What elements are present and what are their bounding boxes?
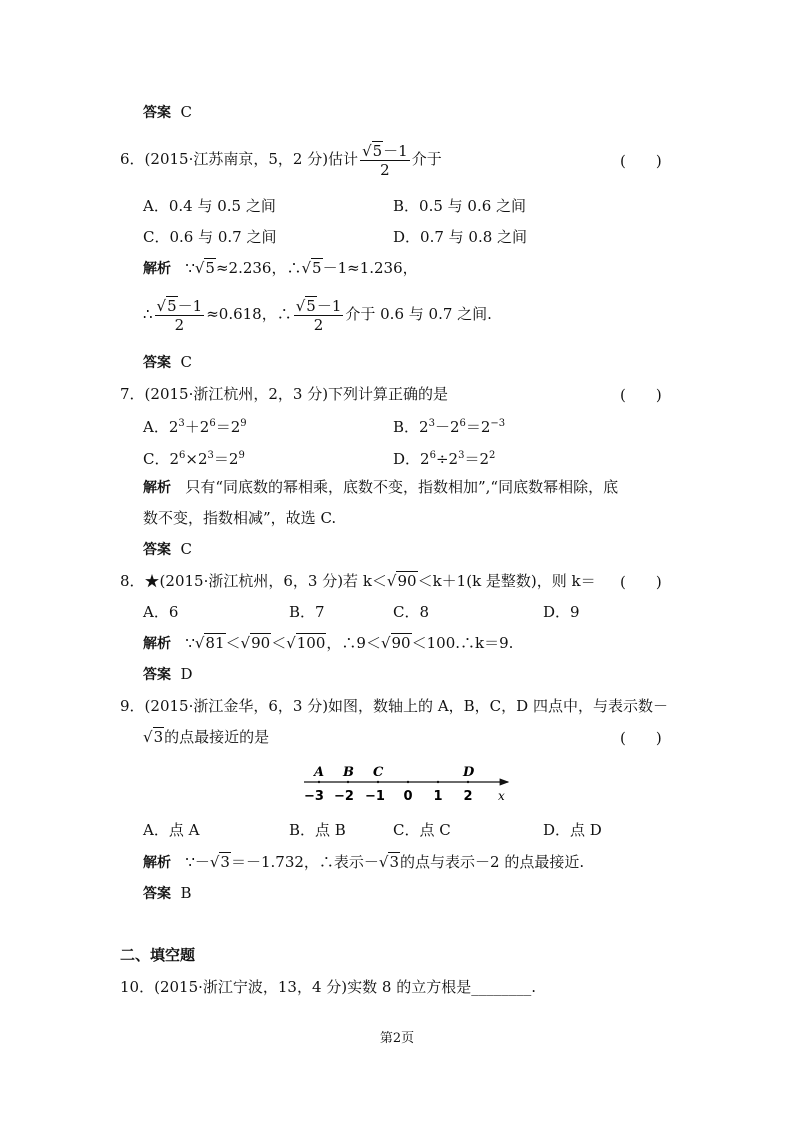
- tick-label: 0: [403, 789, 413, 804]
- tick-label: −1: [365, 789, 385, 804]
- q7-answer: 答案 C: [143, 540, 193, 558]
- q6-option-b: B．0.5 与 0.6 之间: [393, 197, 527, 215]
- point-a: A: [314, 765, 325, 780]
- page-footer: 第2页: [379, 1031, 415, 1046]
- q8-option-d: D．9: [543, 603, 580, 621]
- fraction: $\frac{√5-1}{2}$: [362, 141, 408, 179]
- q7-option-d: D．$2^6\div 2^3=2^2$: [393, 450, 496, 468]
- answer-label: 答案: [143, 105, 171, 121]
- answer-value: C: [180, 103, 193, 121]
- q6-answer: 答案 C: [143, 353, 193, 371]
- point-c: C: [373, 765, 384, 780]
- q7-option-a: A．$2^3+2^6=2^9$: [143, 418, 247, 436]
- q7-analysis-2: 数不变，指数相减”，故选 C.: [143, 509, 337, 527]
- question-number: 6．: [120, 150, 145, 168]
- answer-blank: ( ): [620, 729, 662, 747]
- tick-label: −2: [334, 789, 354, 804]
- answer-blank: ( ): [620, 386, 662, 404]
- analysis-label: 解析: [143, 261, 171, 277]
- tick-label: −3: [304, 789, 324, 804]
- q8-option-b: B．7: [289, 603, 325, 621]
- q7-option-c: C．$2^6\times 2^3=2^9$: [143, 450, 245, 468]
- fraction: $\frac{√5-1}{2}$: [156, 296, 203, 334]
- q7-analysis-1: 解析 只有“同底数的幂相乘，底数不变，指数相加”,“同底数幂相除，底: [143, 478, 619, 496]
- q6-analysis-2: ∴ $\frac{√5-1}{2}$ ≈0.618，∴ $\frac{√5-1}{2}$ 介于 0.6 与 0.7 之间.: [143, 296, 492, 334]
- q6-option-d: D．0.7 与 0.8 之间: [393, 228, 528, 246]
- point-b: B: [343, 765, 354, 780]
- tick-label: 2: [463, 789, 473, 804]
- q10-stem: 10．(2015·浙江宁波，13，4 分)实数 8 的立方根是________.: [120, 978, 536, 996]
- q8-option-c: C．8: [393, 603, 430, 621]
- q8-analysis: 解析 ∵√81＜√90＜√100，∴9＜√90＜100.∴k＝9.: [143, 634, 514, 652]
- fraction: $\frac{√5-1}{2}$: [295, 296, 342, 334]
- q9-answer: 答案 B: [143, 884, 192, 902]
- q8-stem: 8．★(2015·浙江杭州，6，3 分)若 k＜√90＜k＋1(k 是整数)，则 k＝: [120, 572, 596, 590]
- q9-option-d: D．点 D: [543, 821, 602, 839]
- q8-answer: 答案 D: [143, 665, 193, 683]
- q9-stem-1: 9．(2015·浙江金华，6，3 分)如图，数轴上的 A，B，C，D 四点中，与表示数－: [120, 697, 668, 715]
- q6-option-c: C．0.6 与 0.7 之间: [143, 228, 277, 246]
- q9-option-a: A．点 A: [143, 821, 200, 839]
- number-line: [300, 763, 520, 807]
- tick-label: 1: [433, 789, 443, 804]
- q5-answer: [143, 102, 192, 123]
- q6-stem: 6．(2015·江苏南京，5，2 分)估计 $\frac{√5-1}{2}$ 介于: [120, 141, 442, 179]
- q7-option-b: B．$2^3-2^6=2^{-3}$: [393, 418, 506, 436]
- point-d: D: [463, 765, 475, 780]
- section-heading: 二、填空题: [120, 946, 196, 964]
- q9-stem-2: √3的点最接近的是: [143, 728, 270, 746]
- q8-option-a: A．6: [143, 603, 179, 621]
- axis-variable: x: [498, 789, 505, 803]
- answer-blank: ( ): [620, 573, 662, 591]
- question-source: (2015·江苏南京，5，2 分)估计: [144, 150, 359, 168]
- q9-option-b: B．点 B: [289, 821, 346, 839]
- q6-option-a: A．0.4 与 0.5 之间: [143, 197, 276, 215]
- q6-analysis-1: 解析 ∵√5≈2.236，∴√5－1≈1.236，: [143, 259, 418, 277]
- answer-blank: ( ): [620, 152, 662, 170]
- q9-analysis: 解析 ∵－√3＝－1.732，∴表示－√3的点与表示－2 的点最接近.: [143, 853, 585, 871]
- q7-stem: 7．(2015·浙江杭州，2，3 分)下列计算正确的是: [120, 385, 449, 403]
- q9-option-c: C．点 C: [393, 821, 451, 839]
